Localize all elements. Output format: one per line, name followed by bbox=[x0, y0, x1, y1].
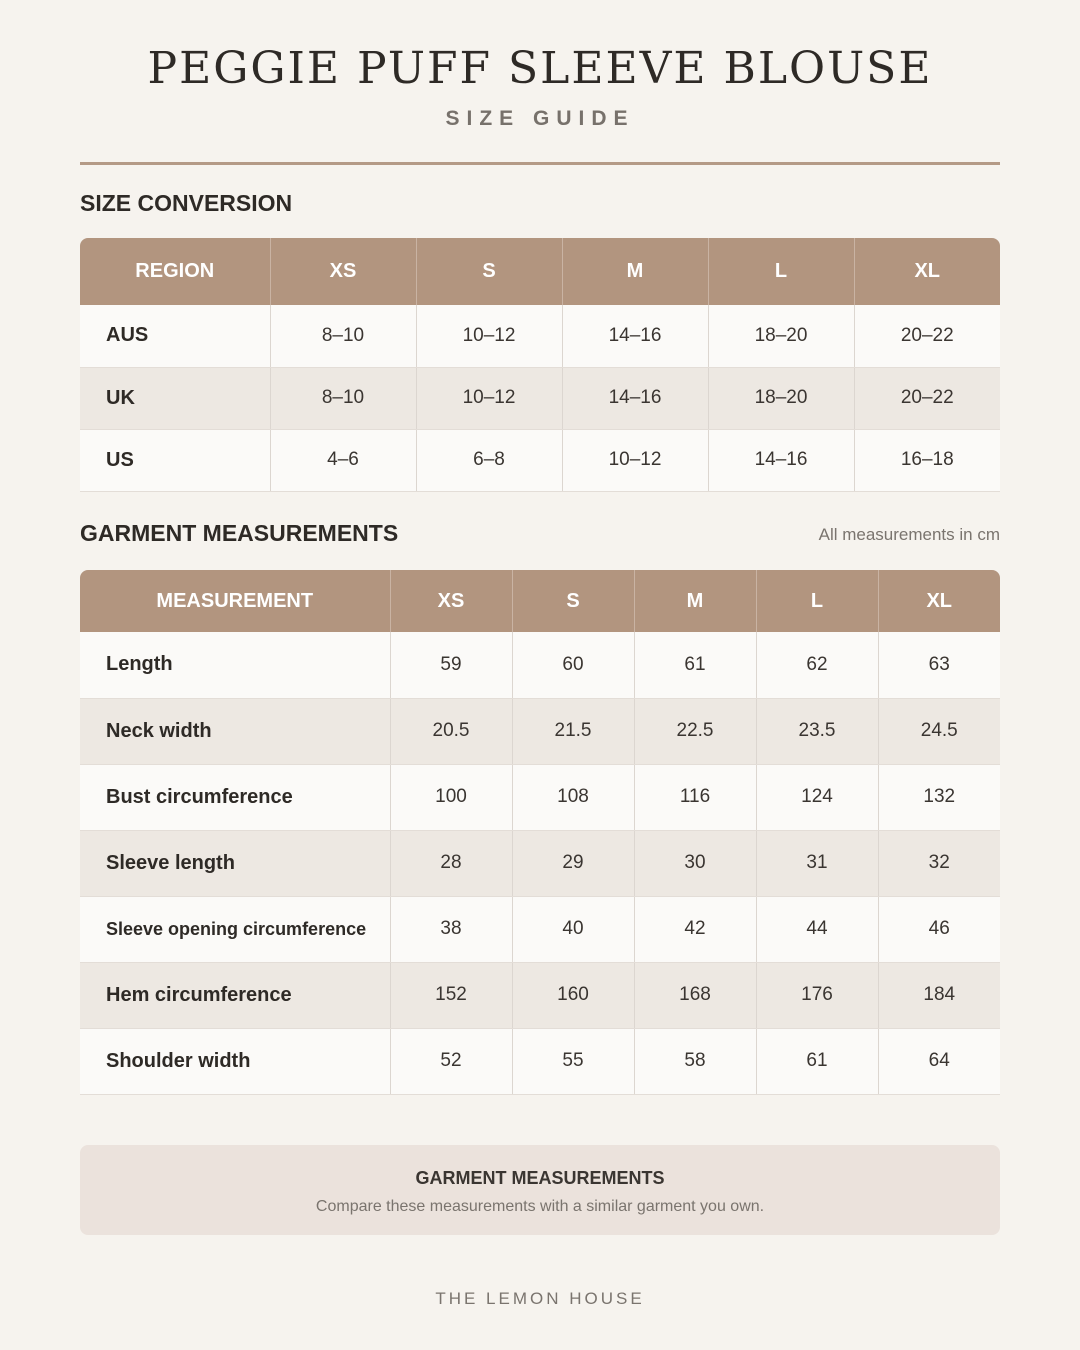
table-cell: 46 bbox=[878, 896, 1000, 962]
table-row bbox=[80, 1028, 1000, 1094]
brand-footer: THE LEMON HOUSE bbox=[435, 1289, 645, 1308]
table-cell: 100 bbox=[390, 764, 512, 830]
table-cell: 14–16 bbox=[562, 305, 708, 367]
column-header: XS bbox=[390, 570, 512, 632]
table-cell: 168 bbox=[634, 962, 756, 1028]
table-cell: 62 bbox=[756, 632, 878, 698]
table-cell: 31 bbox=[756, 830, 878, 896]
table-row bbox=[80, 830, 1000, 896]
page-subtitle: SIZE GUIDE bbox=[445, 107, 635, 130]
column-header: XS bbox=[270, 238, 416, 305]
table-header-row bbox=[80, 570, 1000, 632]
note-text: Compare these measurements with a similar garment you own. bbox=[315, 1198, 765, 1215]
table-cell: 29 bbox=[512, 830, 634, 896]
table-row bbox=[80, 896, 1000, 962]
header-divider bbox=[80, 162, 1000, 165]
row-label: Shoulder width bbox=[80, 1028, 390, 1094]
table-cell: 14–16 bbox=[562, 367, 708, 429]
table-cell: 18–20 bbox=[708, 305, 854, 367]
table-cell: 42 bbox=[634, 896, 756, 962]
garment-measurements-table bbox=[80, 570, 1000, 1095]
table-cell: 18–20 bbox=[708, 367, 854, 429]
table-cell: 16–18 bbox=[854, 429, 1000, 491]
row-label: Length bbox=[80, 632, 390, 698]
table-cell: 4–6 bbox=[270, 429, 416, 491]
size-conversion-heading: SIZE CONVERSION bbox=[80, 190, 293, 216]
table-row bbox=[80, 429, 1000, 491]
row-label: US bbox=[80, 429, 270, 491]
row-label: AUS bbox=[80, 305, 270, 367]
table-cell: 10–12 bbox=[416, 305, 562, 367]
table-cell: 60 bbox=[512, 632, 634, 698]
column-header: M bbox=[634, 570, 756, 632]
column-header: S bbox=[512, 570, 634, 632]
table-cell: 28 bbox=[390, 830, 512, 896]
table-cell: 10–12 bbox=[562, 429, 708, 491]
table-cell: 132 bbox=[878, 764, 1000, 830]
column-header: XL bbox=[854, 238, 1000, 305]
table-cell: 59 bbox=[390, 632, 512, 698]
table-cell: 24.5 bbox=[878, 698, 1000, 764]
size-guide-page bbox=[80, 0, 1000, 1350]
column-header: M bbox=[562, 238, 708, 305]
table-cell: 20.5 bbox=[390, 698, 512, 764]
table-cell: 20–22 bbox=[854, 367, 1000, 429]
row-label: Hem circumference bbox=[80, 962, 390, 1028]
table-row bbox=[80, 305, 1000, 367]
table-cell: 32 bbox=[878, 830, 1000, 896]
measurement-note bbox=[80, 1145, 1000, 1235]
table-row bbox=[80, 632, 1000, 698]
table-cell: 21.5 bbox=[512, 698, 634, 764]
table-cell: 30 bbox=[634, 830, 756, 896]
table-cell: 8–10 bbox=[270, 305, 416, 367]
table-cell: 124 bbox=[756, 764, 878, 830]
column-header: S bbox=[416, 238, 562, 305]
table-cell: 61 bbox=[634, 632, 756, 698]
table-row bbox=[80, 962, 1000, 1028]
column-header: L bbox=[708, 238, 854, 305]
row-label: Neck width bbox=[80, 698, 390, 764]
column-header: L bbox=[756, 570, 878, 632]
table-cell: 52 bbox=[390, 1028, 512, 1094]
row-label: Sleeve length bbox=[80, 830, 390, 896]
size-conversion-table bbox=[80, 238, 1000, 492]
table-cell: 55 bbox=[512, 1028, 634, 1094]
table-row bbox=[80, 698, 1000, 764]
table-cell: 44 bbox=[756, 896, 878, 962]
table-cell: 152 bbox=[390, 962, 512, 1028]
page-title: PEGGIE PUFF SLEEVE BLOUSE bbox=[147, 43, 933, 94]
table-cell: 160 bbox=[512, 962, 634, 1028]
column-header: MEASUREMENT bbox=[80, 570, 390, 632]
table-cell: 64 bbox=[878, 1028, 1000, 1094]
row-label: Sleeve opening circumference bbox=[80, 896, 390, 962]
table-cell: 20–22 bbox=[854, 305, 1000, 367]
table-cell: 116 bbox=[634, 764, 756, 830]
table-cell: 176 bbox=[756, 962, 878, 1028]
table-cell: 58 bbox=[634, 1028, 756, 1094]
units-note: All measurements in cm bbox=[818, 525, 1000, 544]
table-header-row bbox=[80, 238, 1000, 305]
garment-measurements-heading: GARMENT MEASUREMENTS bbox=[80, 520, 399, 546]
table-cell: 10–12 bbox=[416, 367, 562, 429]
table-cell: 14–16 bbox=[708, 429, 854, 491]
row-label: Bust circumference bbox=[80, 764, 390, 830]
table-cell: 8–10 bbox=[270, 367, 416, 429]
table-cell: 40 bbox=[512, 896, 634, 962]
column-header: REGION bbox=[80, 238, 270, 305]
table-cell: 184 bbox=[878, 962, 1000, 1028]
note-title: GARMENT MEASUREMENTS bbox=[415, 1168, 665, 1188]
column-header: XL bbox=[878, 570, 1000, 632]
row-label: UK bbox=[80, 367, 270, 429]
table-cell: 22.5 bbox=[634, 698, 756, 764]
table-row bbox=[80, 764, 1000, 830]
table-cell: 63 bbox=[878, 632, 1000, 698]
table-cell: 38 bbox=[390, 896, 512, 962]
table-cell: 61 bbox=[756, 1028, 878, 1094]
table-cell: 23.5 bbox=[756, 698, 878, 764]
table-cell: 6–8 bbox=[416, 429, 562, 491]
table-row bbox=[80, 367, 1000, 429]
table-cell: 108 bbox=[512, 764, 634, 830]
